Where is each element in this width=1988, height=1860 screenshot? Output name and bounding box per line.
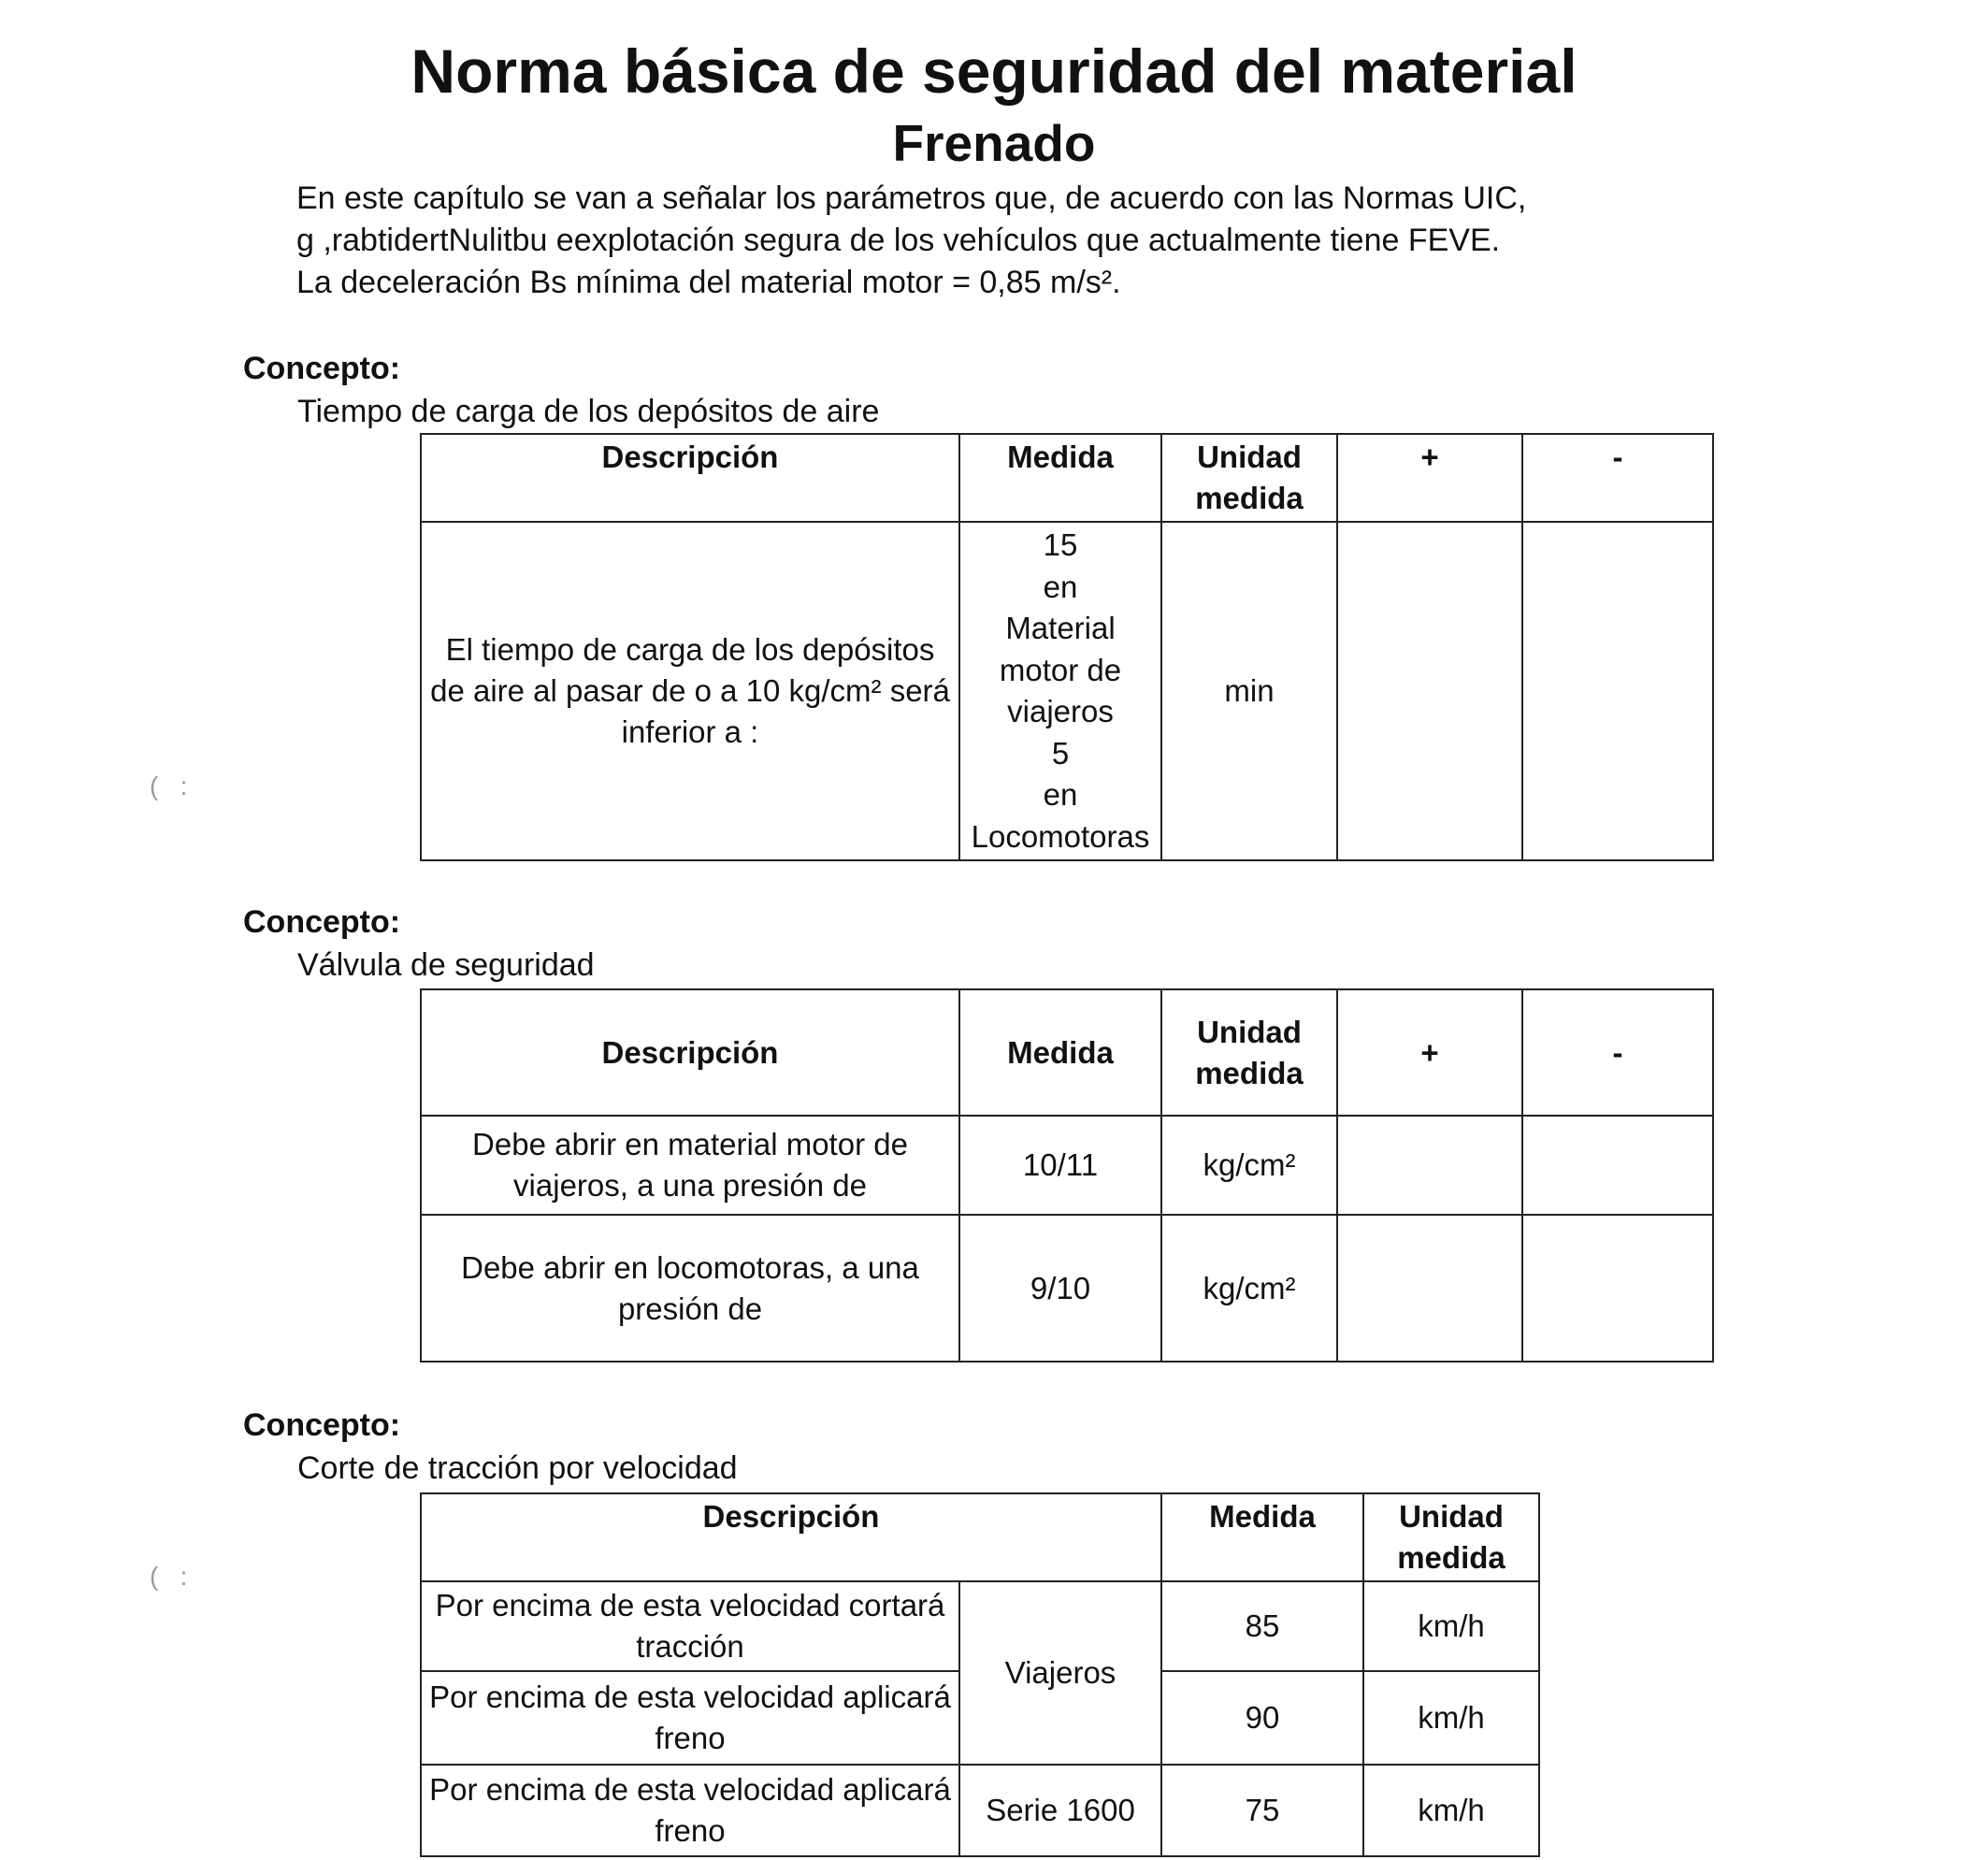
cell-medida: 9/10 bbox=[959, 1215, 1161, 1362]
cell-medida bbox=[959, 522, 1161, 860]
table-header-row bbox=[421, 1493, 1539, 1581]
header-medida: Medida bbox=[959, 434, 1161, 522]
header-minus: - bbox=[1522, 434, 1713, 522]
medida-line: en bbox=[1043, 777, 1078, 812]
medida-line: 5 bbox=[1051, 735, 1070, 771]
intro-paragraph bbox=[296, 178, 1526, 304]
cell-plus bbox=[1337, 522, 1522, 860]
margin-mark: ( : bbox=[150, 771, 188, 800]
header-descripcion: Descripción bbox=[421, 434, 959, 522]
cell-descripcion: El tiempo de carga de los depósitos de aire al pasar de o a 10 kg/cm² será inferior a : bbox=[421, 522, 959, 860]
cell-unidad: min bbox=[1161, 522, 1337, 860]
table-row bbox=[421, 1116, 1713, 1215]
table-tiempo-carga bbox=[420, 433, 1714, 861]
cell-medida: 75 bbox=[1161, 1765, 1363, 1856]
table-header-row bbox=[421, 989, 1713, 1116]
concept-3-name: Corte de tracción por velocidad bbox=[297, 1450, 738, 1486]
header-descripcion: Descripción bbox=[421, 1493, 1161, 1581]
header-plus: + bbox=[1337, 989, 1522, 1116]
table-header-row bbox=[421, 434, 1713, 522]
table-row bbox=[421, 1581, 1539, 1671]
cell-minus bbox=[1522, 1215, 1713, 1362]
concept-1-name: Tiempo de carga de los depósitos de aire bbox=[297, 394, 880, 429]
cell-unidad: km/h bbox=[1363, 1581, 1539, 1671]
header-medida: Medida bbox=[1161, 1493, 1363, 1581]
intro-line-1: En este capítulo se van a señalar los parámetros que, de acuerdo con las Normas UIC, bbox=[296, 180, 1527, 216]
header-unidad-medida: Unidad medida bbox=[1161, 989, 1337, 1116]
concept-3-label: Concepto: bbox=[243, 1407, 401, 1443]
cell-group-viajeros: Viajeros bbox=[959, 1581, 1161, 1765]
cell-unidad: km/h bbox=[1363, 1765, 1539, 1856]
table-valvula-seguridad bbox=[420, 988, 1714, 1363]
cell-descripcion: Por encima de esta velocidad cortará tracción bbox=[421, 1581, 959, 1671]
medida-line: motor de bbox=[999, 652, 1122, 687]
cell-medida: 85 bbox=[1161, 1581, 1363, 1671]
header-minus: - bbox=[1522, 989, 1713, 1116]
header-medida: Medida bbox=[959, 989, 1161, 1116]
cell-descripcion: Por encima de esta velocidad aplicará freno bbox=[421, 1765, 959, 1856]
cell-medida: 10/11 bbox=[959, 1116, 1161, 1215]
concept-2-name: Válvula de seguridad bbox=[297, 947, 595, 983]
medida-line: viajeros bbox=[1007, 694, 1114, 728]
cell-descripcion: Debe abrir en material motor de viajeros, a una presión de bbox=[421, 1116, 959, 1215]
medida-line: Material bbox=[1005, 611, 1116, 645]
table-row bbox=[421, 1765, 1539, 1856]
cell-descripcion: Por encima de esta velocidad aplicará freno bbox=[421, 1671, 959, 1765]
document-title: Norma básica de seguridad del material bbox=[411, 36, 1577, 106]
medida-line: Locomotoras bbox=[971, 818, 1150, 854]
table-row bbox=[421, 1215, 1713, 1362]
document-subtitle: Frenado bbox=[892, 114, 1096, 172]
cell-group-serie-1600: Serie 1600 bbox=[959, 1765, 1161, 1856]
medida-line: en bbox=[1043, 569, 1078, 604]
cell-unidad: kg/cm² bbox=[1161, 1116, 1337, 1215]
header-unidad-medida: Unidad medida bbox=[1363, 1493, 1539, 1581]
cell-minus bbox=[1522, 522, 1713, 860]
header-plus: + bbox=[1337, 434, 1522, 522]
cell-unidad: kg/cm² bbox=[1161, 1215, 1337, 1362]
margin-mark: ( : bbox=[150, 1562, 188, 1591]
table-row bbox=[421, 522, 1713, 860]
cell-plus bbox=[1337, 1116, 1522, 1215]
concept-2-label: Concepto: bbox=[243, 904, 401, 940]
intro-line-3: La deceleración Bs mínima del material motor = 0,85 m/s². bbox=[296, 265, 1121, 300]
cell-plus bbox=[1337, 1215, 1522, 1362]
header-unidad-medida: Unidad medida bbox=[1161, 434, 1337, 522]
intro-line-2: g ,rabtidertNulitbu eexplotación segura de los vehículos que actualmente tiene FEVE. bbox=[296, 223, 1501, 258]
cell-unidad: km/h bbox=[1363, 1671, 1539, 1765]
cell-descripcion: Debe abrir en locomotoras, a una presión de bbox=[421, 1215, 959, 1362]
medida-line: 15 bbox=[1043, 527, 1078, 562]
table-corte-traccion bbox=[420, 1492, 1540, 1857]
cell-minus bbox=[1522, 1116, 1713, 1215]
concept-1-label: Concepto: bbox=[243, 351, 401, 386]
cell-medida: 90 bbox=[1161, 1671, 1363, 1765]
header-descripcion: Descripción bbox=[421, 989, 959, 1116]
